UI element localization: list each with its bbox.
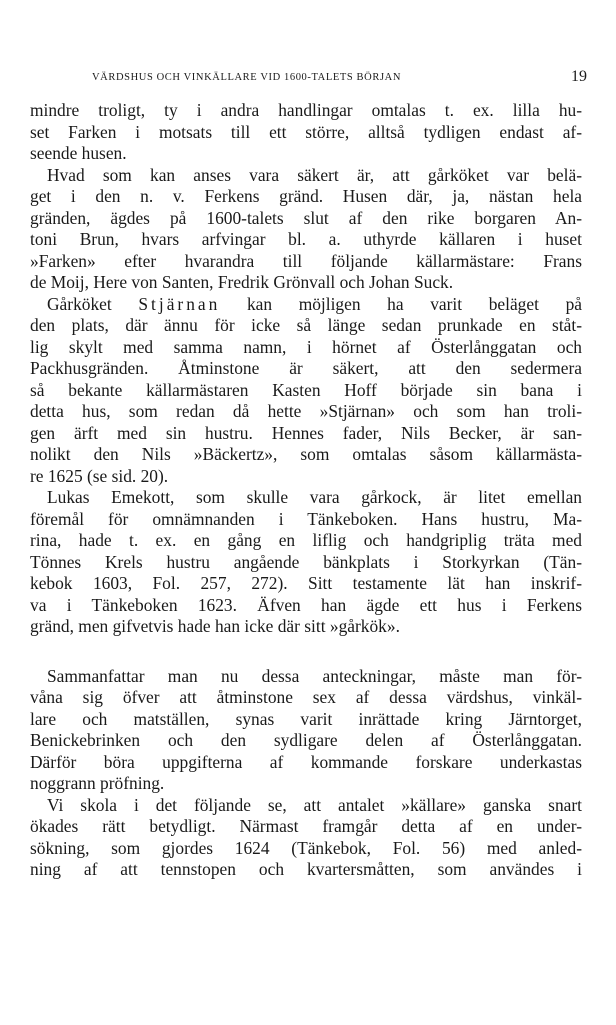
paragraph [30,294,582,488]
text-line: sökning, som gjordes 1624 (Tänkebok, Fol. 56) med anled- [30,837,582,858]
text-line: lig skylt med samma namn, i hörnet af Österlånggatan och [30,336,582,357]
text-line: re 1625 (se sid. 20). [30,465,169,486]
text-line: Sammanfattar man nu dessa anteckningar, måste man för- [47,665,582,686]
running-title: VÄRDSHUS OCH VINKÄLLARE VID 1600-TALETS BÖRJAN [92,72,402,83]
text-line: gränden, ägdes på 1600-talets slut af den rike borgaren An- [30,207,582,228]
text-line [30,294,582,316]
text-line: Lukas Emekott, som skulle vara gårkock, är litet emellan [47,487,582,507]
text-line: ökades rätt betydligt. Närmast framgår detta af en under- [30,816,582,836]
paragraph [30,100,582,165]
paragraph [30,666,582,795]
text-line: ning af att tennstopen och kvartersmåtten, som användes i [30,859,582,879]
text-line: föremål för omnämnanden i Tänkeboken. Hans hustru, Ma- [30,508,582,529]
text-line: Benickebrinken och den sydligare delen af Österlånggatan. [30,730,582,750]
text-line: de Moij, Here von Santen, Fredrik Grönvall och Johan Suck. [30,272,454,292]
paragraph [30,795,582,881]
text-line: gen ärft med sin hustru. Hennes fader, Nils Becker, är san- [30,422,582,443]
text-line: set Farken i motsats till ett större, alltså tydligen endast af- [30,121,582,142]
text-line: »Farken» efter hvarandra till följande källarmästare: Frans [30,250,582,271]
text-line: så bekante källarmästaren Kasten Hoff började sin bana i [30,379,582,400]
text-line: Hvad som kan anses vara säkert är, att gårköket var belä- [47,164,582,185]
text-line: Tönnes Krels hustru angående bänkplats i Storkyrkan (Tän- [30,551,582,572]
text-line: våna sig öfver att åtminstone sex af dessa värdshus, vinkäl- [30,687,582,707]
text-line: get i den n. v. Ferkens gränd. Husen där, ja, nästan hela [30,186,582,206]
page-number: 19 [571,68,587,85]
paragraph [30,165,582,294]
text-line: toni Brun, hvars arfvingar bl. a. uthyrde källaren i huset [30,229,582,249]
text-line: Därför böra uppgifterna af kommande forskare underkastas [30,751,582,772]
text-line: gränd, men gifvetvis hade han icke där sitt »gårkök». [30,616,400,636]
text-line: lare och matställen, synas varit inrättade kring Järntorget, [30,708,582,729]
text-line: seende husen. [30,143,127,163]
text-line: Vi skola i det följande se, att antalet »källare» ganska snart [47,794,582,815]
text-line: detta hus, som redan då hette »Stjärnan» och som han troli- [30,401,582,421]
text-line: den plats, där ännu för icke så länge sedan prunkade en ståt- [30,315,582,335]
line-rest: kan möjligen ha varit beläget på [246,293,582,314]
text-line: nolikt den Nils »Bäckertz», som omtalas såsom källarmästa- [30,444,582,464]
text-line: Packhusgränden. Åtminstone är säkert, att den sedermera [30,358,582,378]
text-line: mindre troligt, ty i andra handlingar omtalas t. ex. lilla hu- [30,100,582,120]
body-text [30,100,582,881]
text-line: rina, hade t. ex. en gång en liflig och handgriplig träta med [30,530,582,550]
paragraph [30,487,582,638]
text-line: noggrann pröfning. [30,773,165,793]
lead-word: Gårköket [47,293,112,314]
running-header [40,68,587,88]
section-break [30,638,582,666]
text-line: va i Tänkeboken 1623. Äfven han ägde ett hus i Ferkens [30,594,582,615]
spaced-word: Stjärnan [138,293,221,314]
text-line: kebok 1603, Fol. 257, 272). Sitt testamente lät han inskrif- [30,573,582,593]
